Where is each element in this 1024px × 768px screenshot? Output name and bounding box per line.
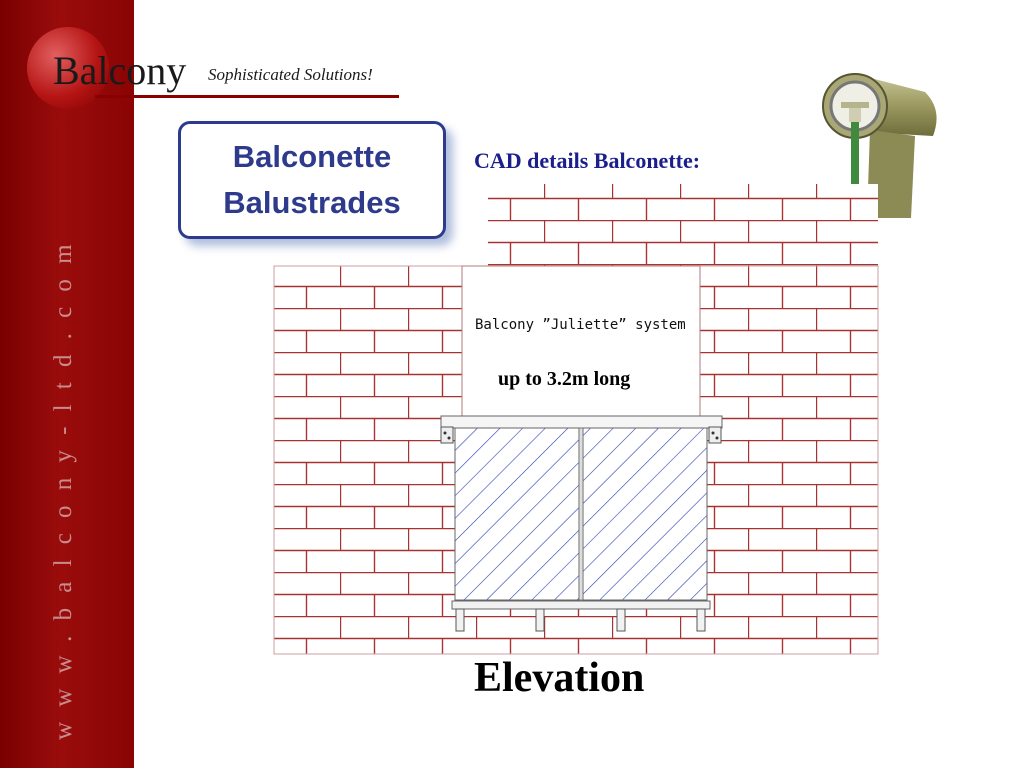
system-label: Balcony ”Juliette” system — [475, 317, 686, 333]
length-label: up to 3.2m long — [498, 368, 631, 390]
website-vertical-text: www.balcony-ltd.com — [50, 229, 77, 740]
brand-tagline: Sophisticated Solutions! — [208, 65, 373, 84]
title-line-2: Balustrades — [223, 185, 401, 220]
title-line-1: Balconette — [232, 139, 392, 174]
cad-heading: CAD details Balconette: — [474, 148, 701, 173]
balustrade — [441, 416, 722, 631]
label-panel — [462, 266, 700, 416]
elevation-label: Elevation — [474, 655, 645, 701]
brand-name: Balcony — [53, 48, 187, 93]
